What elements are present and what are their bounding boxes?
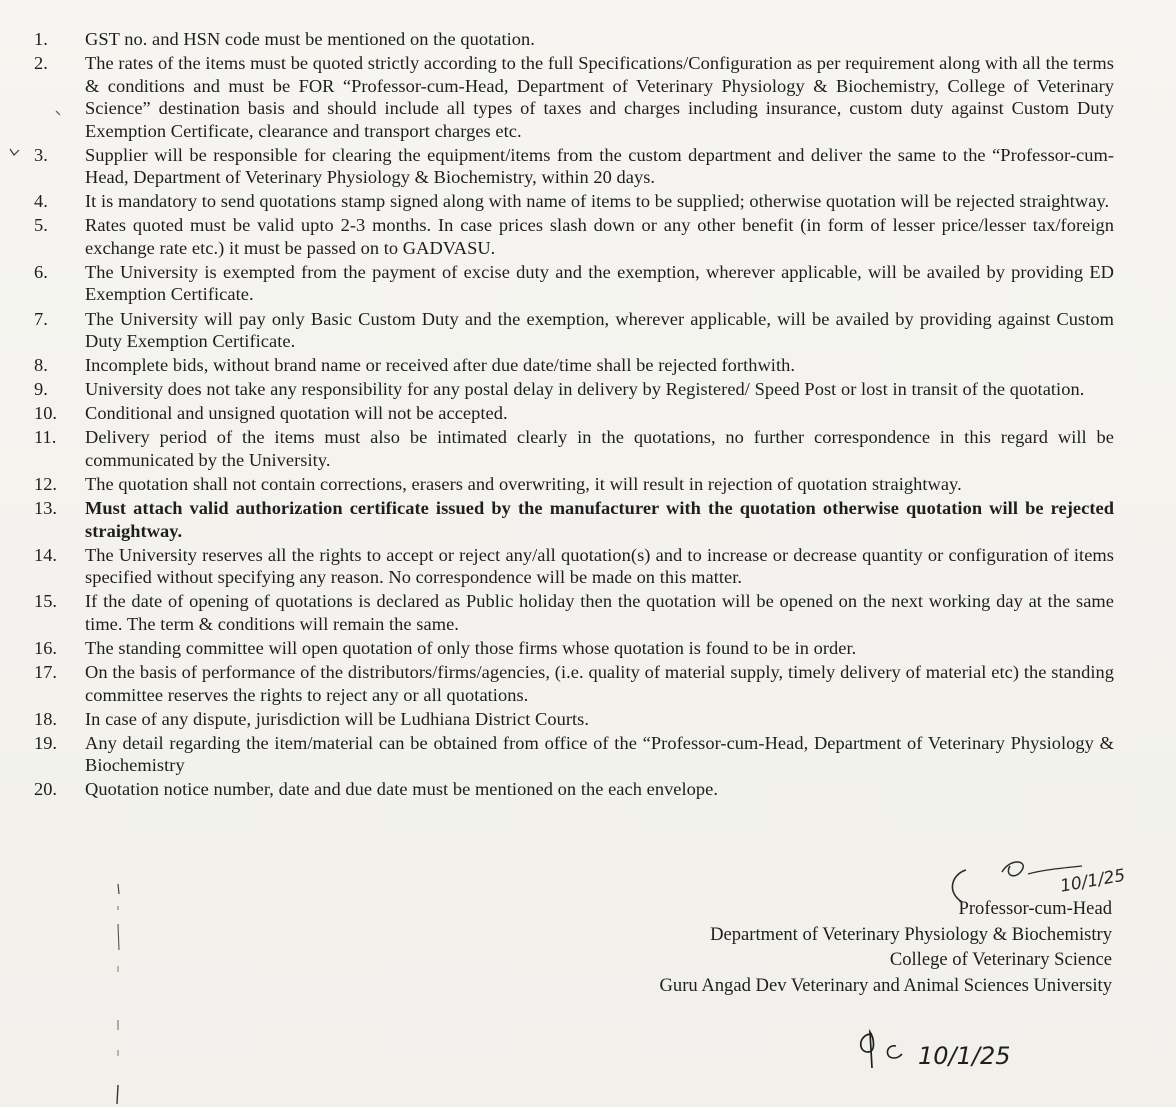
- term-text: It is mandatory to send quotations stamp signed along with name of items to be supplied; otherwise quotation will be rejected straightway.: [85, 191, 1110, 212]
- term-text: Must attach valid authorization certificate issued by the manufacturer with the quotation otherwise quotation will be rejected straightway.: [85, 498, 1114, 541]
- term-item: [30, 402, 1114, 425]
- term-item: [30, 214, 1114, 259]
- term-number: 14.: [34, 544, 57, 565]
- term-number: 5.: [34, 215, 48, 236]
- term-text: The rates of the items must be quoted strictly according to the full Specifications/Configuration as per requirement along with all the terms & conditions and must be FOR “Professor-cum-Head, Department of Veterinary Physiology & Biochemistry, College of Veterinary Science” destination basis and should include all types of taxes and charges including insurance, custom duty against Custom Duty Exemption Certificate, clearance and transport charges etc.: [85, 53, 1114, 141]
- term-text: Supplier will be responsible for clearing the equipment/items from the custom department and deliver the same to the “Professor-cum-Head, Department of Veterinary Physiology & Biochemistry, within 20 days.: [85, 144, 1114, 188]
- term-item: [30, 144, 1114, 189]
- term-text: The University will pay only Basic Custom Duty and the exemption, wherever applicable, will be availed by providing against Custom Duty Exemption Certificate.: [85, 308, 1114, 352]
- term-text: The University is exempted from the payment of excise duty and the exemption, wherever applicable, will be availed by providing ED Exemption Certificate.: [85, 261, 1114, 305]
- term-item: [30, 28, 1114, 51]
- term-number: 3.: [34, 144, 48, 165]
- term-item: [30, 708, 1114, 731]
- term-text: If the date of opening of quotations is declared as Public holiday then the quotation will be opened on the next working day at the same time. The term & conditions will remain the same.: [85, 591, 1114, 634]
- term-number: 19.: [34, 732, 57, 753]
- term-item: [30, 426, 1114, 471]
- term-number: 8.: [34, 355, 48, 376]
- margin-tick-mark: [8, 146, 22, 160]
- term-number: 20.: [34, 779, 57, 800]
- term-number: 18.: [34, 708, 57, 729]
- term-text: The standing committee will open quotation of only those firms whose quotation is found to be in order.: [85, 637, 857, 658]
- term-number: 13.: [34, 498, 57, 519]
- term-text: Rates quoted must be valid upto 2-3 months. In case prices slash down or any other benefit (in form of lesser price/lesser tax/foreign exchange rate etc.) it must be passed on to GADVASU.: [85, 215, 1114, 258]
- term-text: Any detail regarding the item/material can be obtained from office of the “Professor-cum-Head, Department of Veterinary Physiology & Biochemistry: [85, 732, 1114, 776]
- margin-scribble-marks: [112, 880, 124, 1105]
- signature-date-text: 10/1/25: [1058, 865, 1127, 897]
- term-item: [30, 378, 1114, 401]
- signatory-designation: Professor-cum-Head: [958, 898, 1112, 919]
- signature-block: [659, 896, 1112, 998]
- term-item: [30, 473, 1114, 496]
- term-item: [30, 354, 1114, 377]
- term-text: Quotation notice number, date and due date must be mentioned on the each envelope.: [85, 779, 719, 800]
- term-item: [30, 778, 1114, 801]
- term-item: [30, 661, 1114, 706]
- term-number: 4.: [34, 191, 48, 212]
- term-text: On the basis of performance of the distributors/firms/agencies, (i.e. quality of material supply, timely delivery of material etc) the standing committee reserves the rights to reject any or all quotations.: [85, 662, 1114, 705]
- term-item: [30, 544, 1114, 589]
- initials-date-text: 10/1/25: [918, 1042, 1011, 1070]
- term-item: [30, 732, 1114, 777]
- term-number: 12.: [34, 474, 57, 495]
- term-text: Delivery period of the items must also be intimated clearly in the quotations, no further correspondence in this regard will be communicated by the University.: [85, 427, 1114, 470]
- term-number: 15.: [34, 591, 57, 612]
- term-item: [30, 497, 1114, 542]
- term-item: [30, 590, 1114, 635]
- term-number: 1.: [34, 29, 48, 49]
- margin-dot-mark: [54, 108, 64, 118]
- term-item: [30, 637, 1114, 660]
- term-number: 11.: [34, 427, 57, 448]
- signatory-college: College of Veterinary Science: [889, 949, 1112, 970]
- term-text: GST no. and HSN code must be mentioned on the quotation.: [85, 29, 535, 49]
- signatory-university: Guru Angad Dev Veterinary and Animal Sciences University: [659, 974, 1112, 996]
- term-number: 6.: [34, 261, 48, 282]
- term-text: The University reserves all the rights to accept or reject any/all quotation(s) and to increase or decrease quantity or configuration of items specified without specifying any reason. No correspondence will be made on this matter.: [85, 544, 1114, 588]
- term-number: 17.: [34, 662, 57, 682]
- term-item: [30, 261, 1114, 306]
- term-number: 7.: [34, 308, 48, 329]
- term-text: Incomplete bids, without brand name or received after due date/time shall be rejected forthwith.: [85, 355, 796, 376]
- term-text: Conditional and unsigned quotation will not be accepted.: [85, 403, 508, 424]
- term-number: 9.: [34, 379, 48, 400]
- term-number: 10.: [34, 403, 57, 424]
- handwritten-initials: [852, 1022, 1022, 1082]
- term-number: 16.: [34, 637, 57, 658]
- signatory-department: Department of Veterinary Physiology & Biochemistry: [710, 923, 1112, 945]
- term-text: In case of any dispute, jurisdiction will be Ludhiana District Courts.: [85, 708, 590, 729]
- term-number: 2.: [34, 53, 48, 74]
- term-item: [30, 308, 1114, 353]
- term-text: University does not take any responsibility for any postal delay in delivery by Registered/ Speed Post or lost in transit of the quotation.: [85, 379, 1085, 400]
- term-text: The quotation shall not contain corrections, erasers and overwriting, it will result in rejection of quotation straightway.: [85, 474, 962, 495]
- terms-and-conditions-list: [30, 28, 1114, 801]
- term-item: [30, 52, 1114, 142]
- term-item: [30, 190, 1114, 213]
